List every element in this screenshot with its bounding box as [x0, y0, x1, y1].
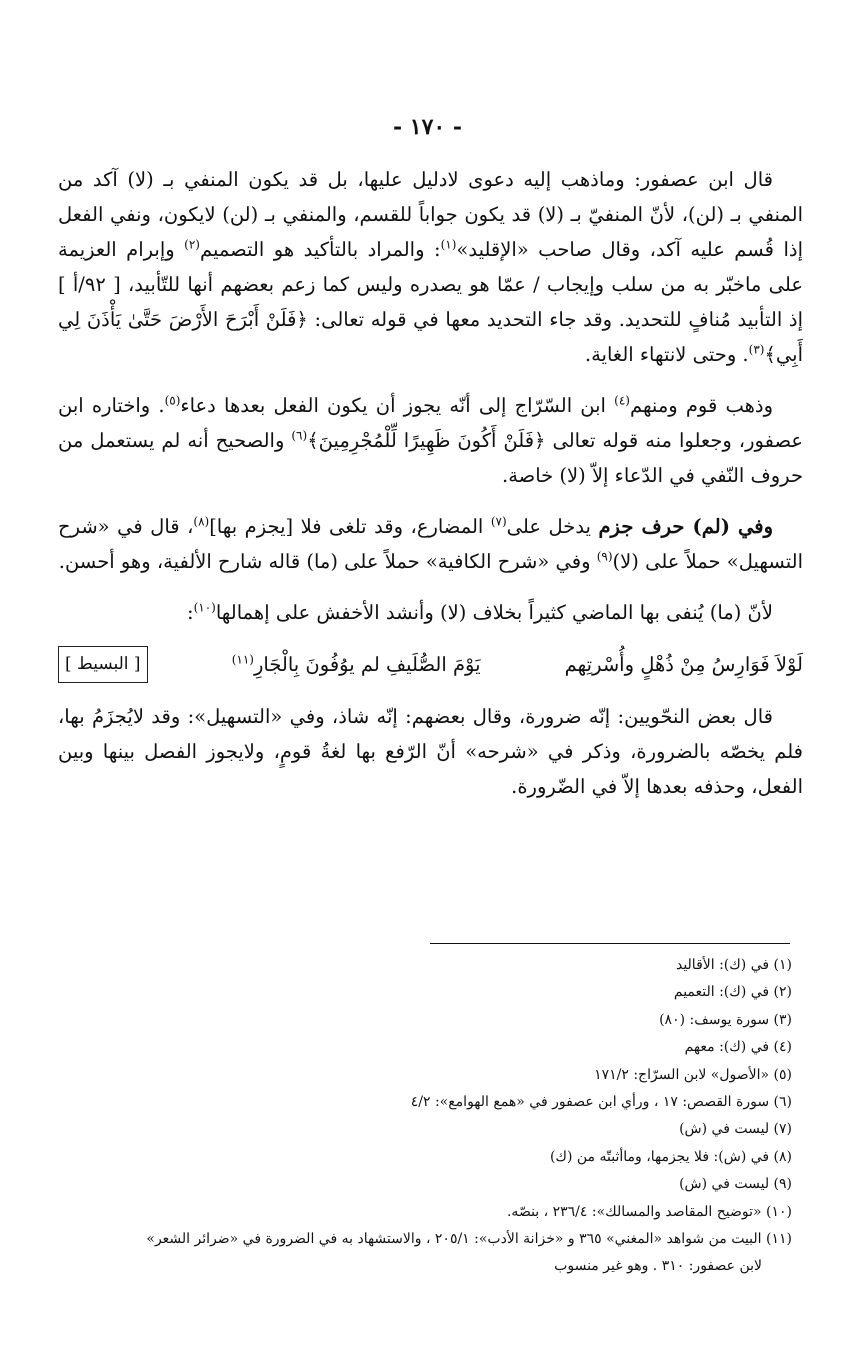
footnote-ref: (٤) — [614, 393, 630, 408]
text-run: . وحتى لانتهاء الغاية. — [584, 343, 749, 366]
poetry-verse — [58, 646, 803, 683]
section-heading: وفي (لم) حرف جزم — [598, 515, 773, 538]
text-run: : — [186, 601, 194, 624]
paragraph-lam — [58, 509, 803, 579]
footnote: (٥) «الأصول» لابن السرّاج: ١٧١/٢ — [594, 1066, 792, 1083]
text-run: ابن السّرّاج إلى أنّه يجوز أن يكون الفعل بعدها دعاء — [180, 394, 615, 417]
footnote-ref: (٣) — [748, 342, 765, 357]
footnote-ref: (٦) — [291, 428, 308, 443]
paragraph-nahwiyyin: قال بعض النحّويين: إنّه ضرورة، وقال بعضهم: إنّه شاذ، وفي «التسهيل»: وقد لايُجزَمُ بها، فلم يخصّه بالضرورة، وذكر في «شرحه» أنّ الرّفع بها لغةُ قومٍ، ولايجوز الفصل بينها وبين الفعل، وحذفه بعدها إلاّ في الضّرورة. — [58, 705, 803, 798]
footnote: (٨) في (ش): فلا يجزمها، وماأثبتّه من (ك) — [549, 1148, 792, 1165]
text-run: المضارع، وقد تلغى فلا [يجزم بها] — [209, 515, 491, 538]
footnotes — [80, 952, 792, 1281]
footnote-ref: (٧) — [490, 514, 507, 529]
footnote: (٣) سورة يوسف: (٨٠) — [659, 1011, 792, 1028]
footnote-continuation: لابن عصفور: ٣١٠ . وهو غير منسوب — [554, 1258, 762, 1275]
footnote-ref: (٥) — [164, 393, 181, 408]
text-run: . واختاره ابن عصفور، وجعلوا منه قوله تعالى ﴿فَلَنْ أَكُونَ ظَهِيرًا لِّلْمُجْرِمِينَ﴾ — [58, 394, 803, 452]
text-run: وفي «شرح الكافية» حملاً على (ما) قاله شارح الألفية، وهو أحسن. — [58, 550, 597, 573]
footnote: (١٠) «توضيح المقاصد والمسالك»: ٢٣٦/٤ ، بنصّه. — [506, 1203, 792, 1220]
footnote-ref: (٢) — [184, 237, 200, 252]
text-run: يَوْمَ الصُّلَيفِ لم يوُفُونَ بِالْجَارِ — [253, 653, 481, 676]
footnote-ref: (١١) — [231, 652, 254, 667]
footnote-ref: (١٠) — [193, 600, 216, 615]
footnote-ref: (٩) — [596, 549, 613, 564]
footnote: (١) في (ك): الأقاليد — [675, 957, 792, 973]
paragraph-ibn-sarraj — [58, 388, 803, 493]
footnote: (٦) سورة القصص: ١٧ ، ورأي ابن عصفور في «همع الهوامع»: ٤/٢ — [410, 1094, 792, 1111]
footnote: (٩) ليست في (ش) — [679, 1176, 792, 1193]
footnote: (٧) ليست في (ش) — [679, 1121, 792, 1138]
verse-second-hemistich — [232, 647, 481, 682]
footnote-ref: (١) — [440, 237, 457, 252]
footnote-divider — [430, 943, 790, 944]
footnote: (٢) في (ك): التعميم — [673, 984, 792, 1001]
verse-first-hemistich: لَوْلاَ فَوَارِسُ مِنْ ذُهْلٍ وأُسْرتِهم — [564, 653, 803, 676]
text-run: وإبرام العزيمة على ماخبّر به من سلب وإيجاب / عمّا هو يصدره وليس كما زعم بعضهم أنها للتّأبيد، [ ٩٢/أ ] إذ التأبيد مُنافٍ للتحديد. وقد جاء التحديد معها في قوله تعالى: ﴿فَلَنْ أَبْرَحَ الأَرْضَ حَتَّىٰ يَأْذَنَ لِي أَبِي﴾ — [58, 238, 803, 366]
footnote: (٤) في (ك): معهم — [684, 1039, 792, 1056]
paragraph-ma — [58, 595, 803, 630]
text-run: وذهب قوم ومنهم — [629, 394, 774, 417]
paragraph-ibn-usfur — [58, 162, 803, 372]
footnote-ref: (٨) — [193, 514, 210, 529]
text-run: : والمراد بالتأكيد هو التصميم — [199, 238, 441, 261]
verse-meter: [ البسيط ] — [58, 646, 148, 683]
text-run: قال ابن عصفور: وماذهب إليه دعوى لادليل عليها، بل قد يكون المنفي بـ (لا) آكد من المنفي بـ (لن)، لأنّ المنفيّ بـ (لا) قد يكون جواباً للقسم، والمنفي بـ (لن) لايكون، ونفي الفعل إذا قُسم عليه آكد، وقال صاحب «الإقليد» — [58, 168, 803, 261]
text-run: لأنّ (ما) يُنفى بها الماضي كثيراً بخلاف (لا) وأنشد الأخفش على إهمالها — [215, 601, 773, 624]
text-run: يدخل على — [506, 515, 599, 538]
text-run: والصحيح أنه لم يستعمل من حروف النّفي في الدّعاء إلاّ (لا) خاصة. — [58, 429, 803, 487]
footnote: (١١) البيت من شواهد «المغني» ٣٦٥ و «خزانة الأدب»: ٢٠٥/١ ، والاستشهاد به في الضرورة في «ضرائر الشعر» — [146, 1231, 792, 1248]
main-text — [58, 162, 803, 820]
page-number: - ١٧٠ - — [392, 114, 463, 140]
text-run: ، قال في «شرح التسهيل» حملاً على (لا) — [58, 515, 803, 573]
